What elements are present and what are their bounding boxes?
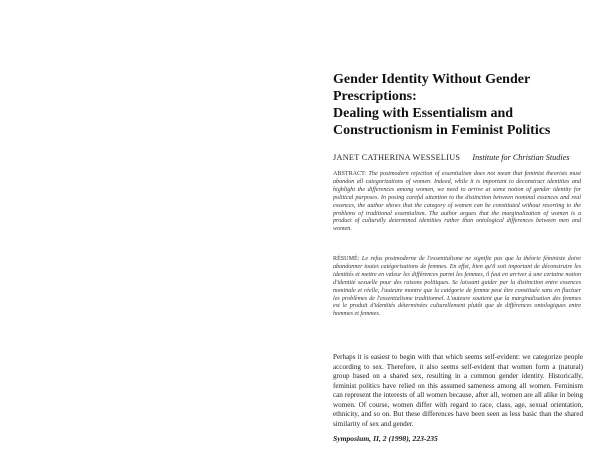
title-line-3: Dealing with Essentialism and xyxy=(333,106,514,121)
abstract-text: The postmodern rejection of essentialism does not mean that feminist theorists must abandon all categorizations of women. Indeed, while it is important to deconstruct identities and highlight the differences among women, we need to arrive at some notion of gender identity for political purposes. In posing careful attention to the distinction between nominal essences and real essences, the author shows that the category of women can be constituted without resorting to the problems of traditional essentialism. The author argues that the marginalization of women is a product of culturally determined identities rather than ontological differences between men and women. xyxy=(333,171,581,233)
resume xyxy=(333,256,581,319)
title-line-2: Prescriptions: xyxy=(333,89,417,104)
title-line-4: Constructionism in Feminist Politics xyxy=(333,123,551,138)
abstract xyxy=(333,171,581,234)
byline xyxy=(333,153,593,163)
journal-citation: Symposium, II, 2 (1998), 223-235 xyxy=(333,434,438,443)
title-line-1: Gender Identity Without Gender xyxy=(333,72,531,87)
article-title xyxy=(333,71,583,139)
author-name: JANET CATHERINA WESSELIUS xyxy=(333,153,461,162)
author-institution: Institute for Christian Studies xyxy=(472,153,570,162)
abstract-label: ABSTRACT: xyxy=(333,171,367,177)
resume-text: Le refus postmoderne de l'essentialisme ne signifie pas que la théorie féministe doive abandonner toutes catégorisations de femmes. En effet, bien qu'il soit important de déconstruire les identités et mettre en valeur les différences parmi les femmes, il faut en arriver à une certaine notion d'identité sexuelle pour des raisons politiques. Se laissant guider par la distinction entre essences nominale et réelle, l'auteure montre que la catégorie de femme peut être constituée sans en fluctuer les problèmes de l'essentialisme traditionnel. L'auteure soutient que la marginalisation des femmes est le produit d'identités déterminées culturellement plutôt que de différences ontologiques entre hommes et femmes. xyxy=(333,256,581,318)
resume-label: RÉSUMÉ: xyxy=(333,256,360,262)
body-paragraph: Perhaps it is easiest to begin with that which seems self-evident: we categorize people according to sex. Therefore, it also seems self-evident that women form a (natural) group based on a shared sex, resulting in a common gender identity. Historically, feminist politics have relied on this assumed sameness among all women. Feminism can represent the interests of all women because, after all, women are all alike in being women. Of course, women differ with regard to race, class, age, sexual orientation, ethnicity, and so on. But these differences have been seen as less basic than the shared similarity of sex and gender. xyxy=(333,353,583,428)
